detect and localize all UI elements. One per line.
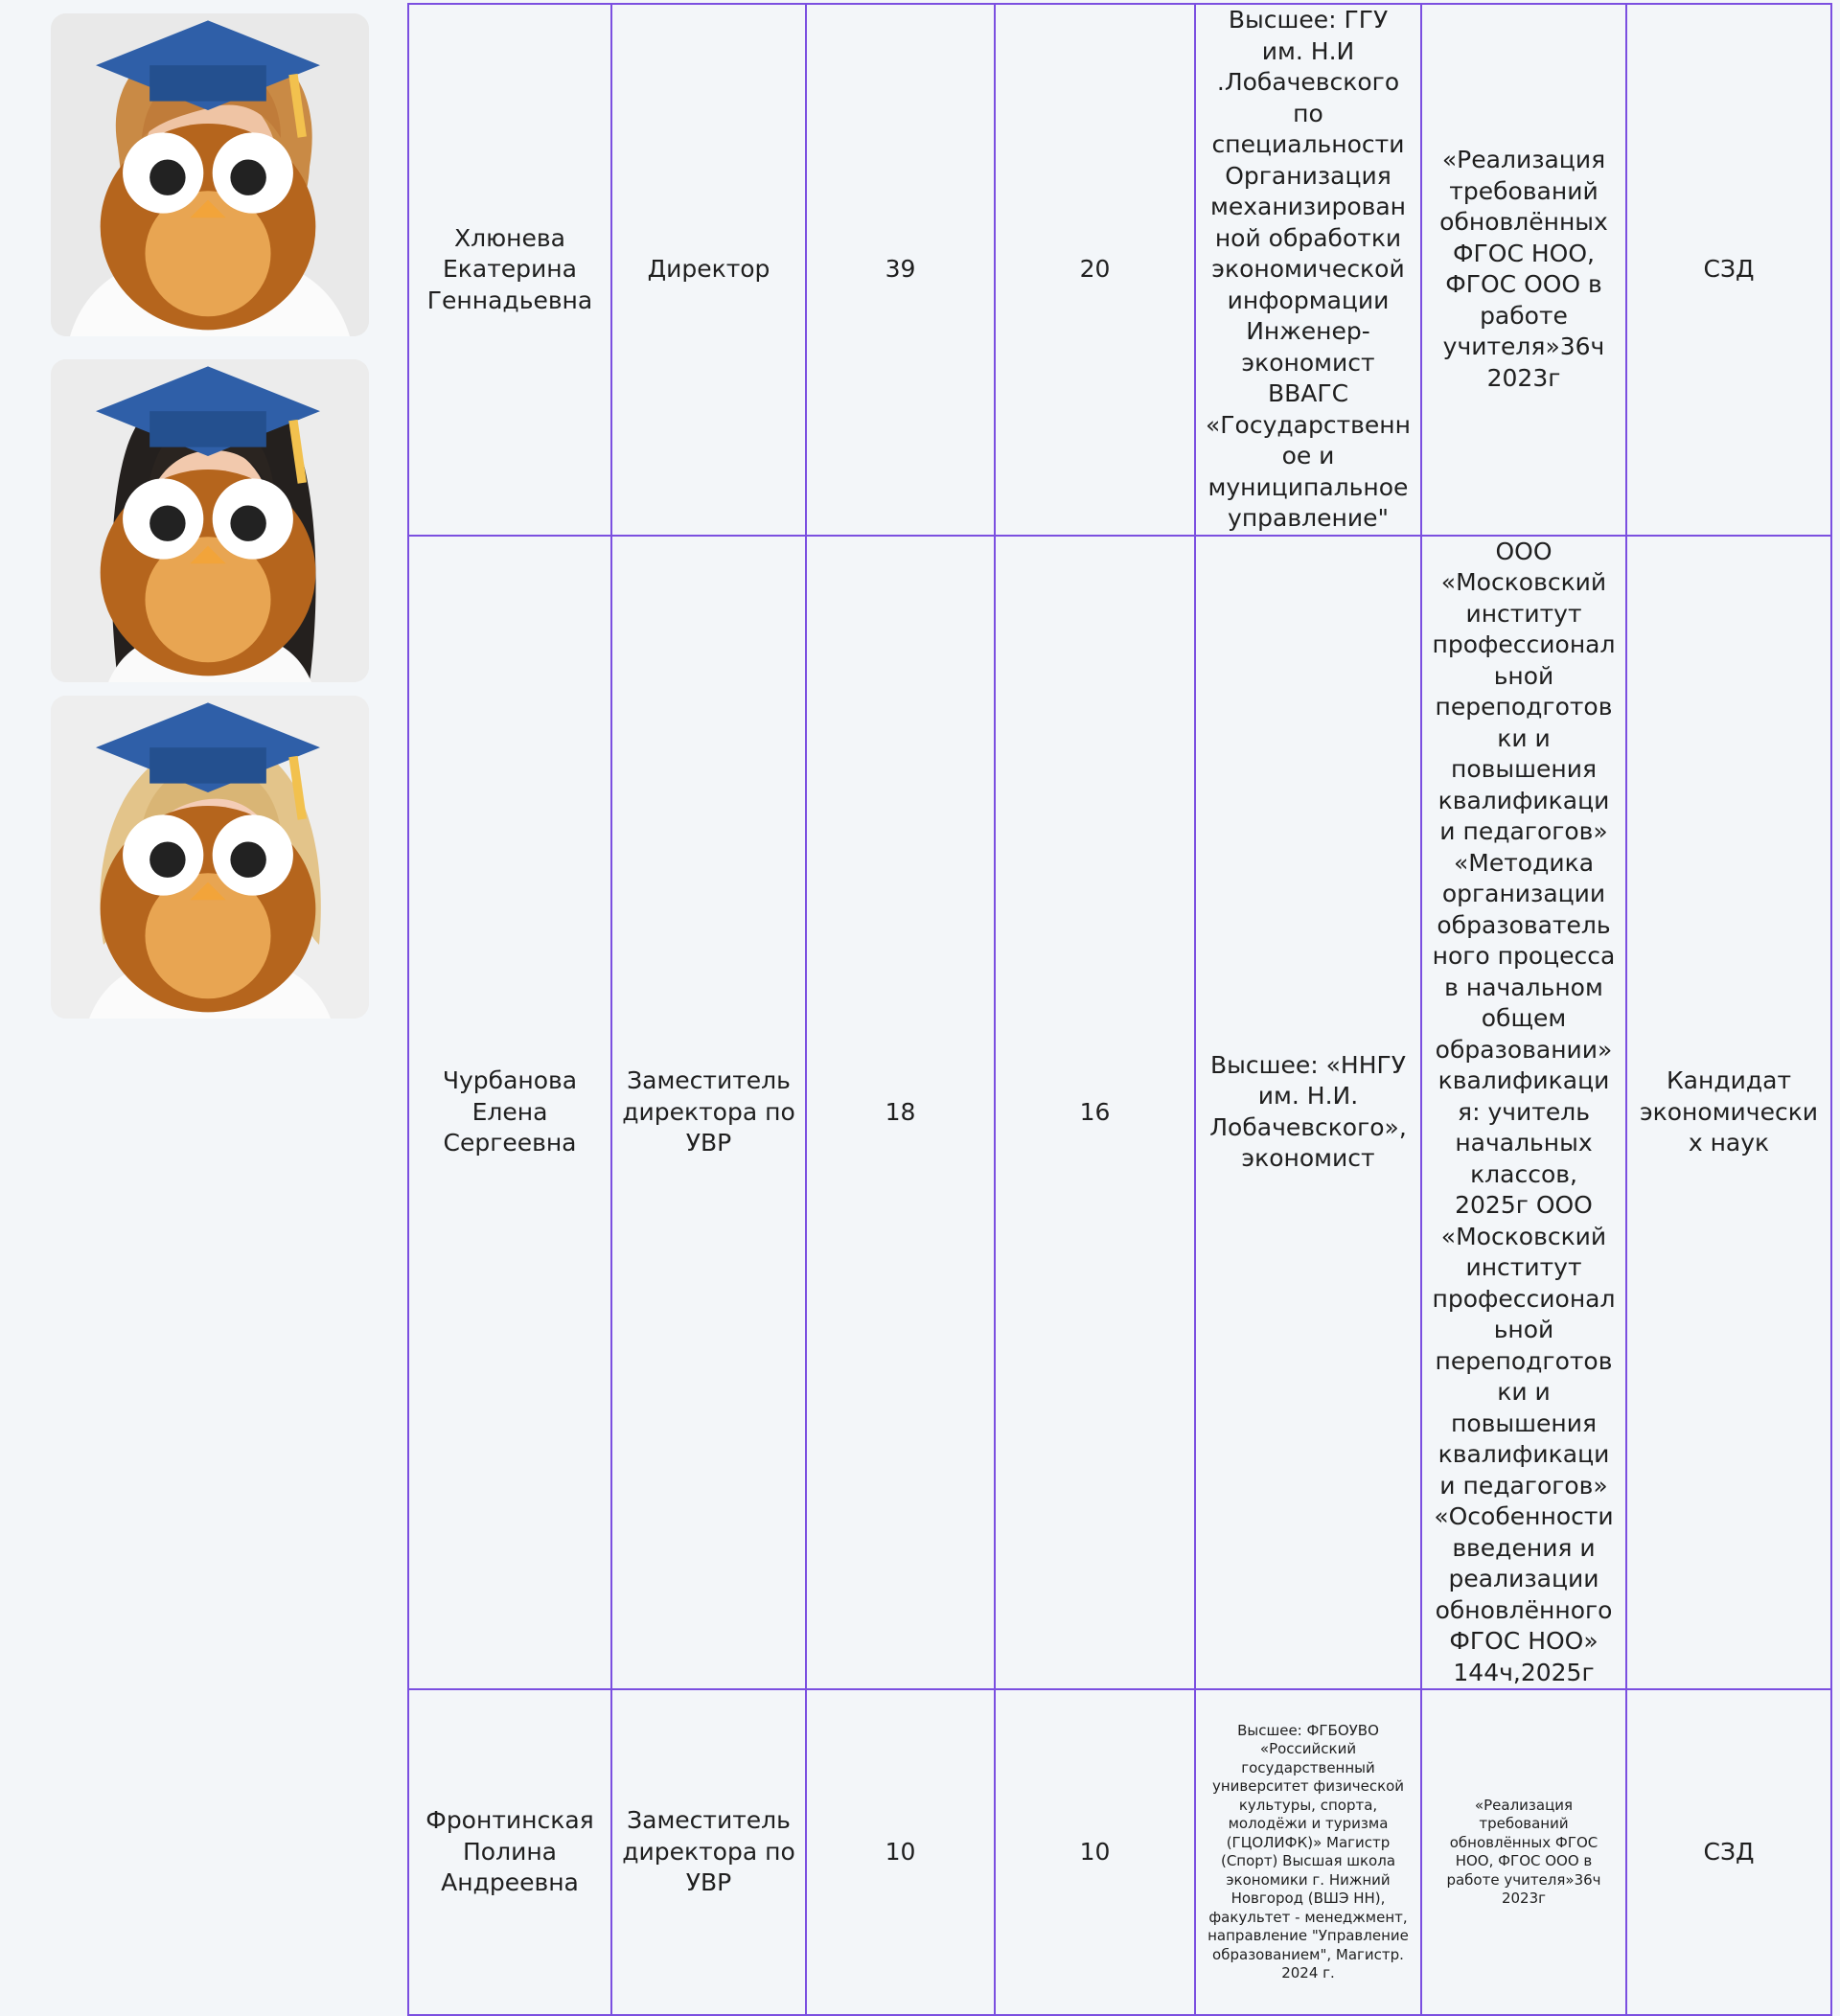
staff-photo-2 — [51, 359, 369, 682]
staff-name: Хлюнева Екатерина Геннадьевна — [408, 4, 611, 536]
owl-mascot-icon — [51, 359, 367, 680]
owl-mascot-icon — [51, 13, 367, 334]
staff-position: Заместитель директора по УВР — [611, 536, 806, 1690]
training: «Реализация требований обновлённых ФГОС НОО, ФГОС ООО в работе учителя»36ч 2023г — [1421, 4, 1626, 536]
qualification-category: Кандидат экономических наук — [1626, 536, 1831, 1690]
education: Высшее: «ННГУ им. Н.И. Лобачевского», экономист — [1195, 536, 1421, 1690]
pedagogical-experience: 16 — [995, 536, 1195, 1690]
qualification-category: СЗД — [1626, 4, 1831, 536]
staff-photo-1 — [51, 13, 369, 336]
staff-table — [407, 3, 1832, 2016]
staff-photo-3 — [51, 696, 369, 1019]
staff-position: Заместитель директора по УВР — [611, 1689, 806, 2015]
staff-position: Директор — [611, 4, 806, 536]
owl-mascot-icon — [51, 696, 367, 1017]
qualification-category: СЗД — [1626, 1689, 1831, 2015]
total-experience: 10 — [806, 1689, 995, 2015]
total-experience: 39 — [806, 4, 995, 536]
pedagogical-experience: 10 — [995, 1689, 1195, 2015]
pedagogical-experience: 20 — [995, 4, 1195, 536]
training: «Реализация требований обновлённых ФГОС НОО, ФГОС ООО в работе учителя»36ч 2023г — [1421, 1689, 1626, 2015]
staff-name: Чурбанова Елена Сергеевна — [408, 536, 611, 1690]
education: Высшее: ФГБОУВО «Российский государственный университет физической культуры, спорта, молодёжи и туризма (ГЦОЛИФК)» Магистр (Спорт) Высшая школа экономики г. Нижний Новгород (ВШЭ НН), факультет - менеджмент, направление "Управление образованием", Магистр. 2024 г. — [1195, 1689, 1421, 2015]
staff-name: Фронтинская Полина Андреевна — [408, 1689, 611, 2015]
education: Высшее: ГГУ им. Н.И .Лобачевского по специальности Организация механизированной обработки экономической информации Инженер-экономист ВВАГС «Государственное и муниципальное управление" — [1195, 4, 1421, 536]
table-row — [408, 4, 1831, 536]
table-row — [408, 1689, 1831, 2015]
training: ООО «Московский институт профессиональной переподготовки и повышения квалификации педагогов» «Методика организации образовательного процесса в начальном общем образовании» квалификация: учитель начальных классов, 2025г ООО «Московский институт профессиональной переподготовки и повышения квалификации педагогов» «Особенности введения и реализации обновлённого ФГОС НОО» 144ч,2025г — [1421, 536, 1626, 1690]
table-row — [408, 536, 1831, 1690]
total-experience: 18 — [806, 536, 995, 1690]
